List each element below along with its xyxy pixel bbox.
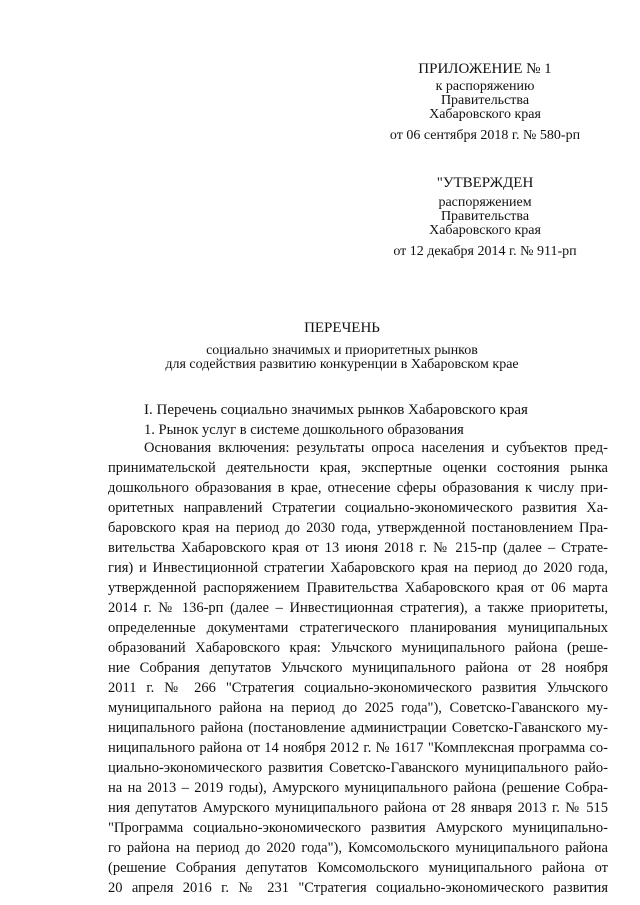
- approved-block: [380, 172, 590, 259]
- body-line: гия) и Инвестиционной стратегии Хабаровского края на период до 2020 года,: [108, 560, 608, 576]
- heading-line: социально значимых и приоритетных рынков: [206, 343, 478, 358]
- body-line: баровского края на период до 2030 года, утвержденной постановлением Пра-: [108, 520, 608, 536]
- body-line: ния депутатов Амурского муниципального района от 28 января 2013 г. № 515: [108, 800, 608, 816]
- subsection-title: 1. Рынок услуг в системе дошкольного образования: [144, 422, 464, 438]
- appendix-date: от 06 сентября 2018 г. № 580-рп: [389, 128, 581, 143]
- body-line: 2011 г. № 266 "Стратегия социально-экономического развития Ульчского: [108, 680, 608, 696]
- body-line: го района на период до 2020 года"), Комсомольского муниципального района: [108, 840, 608, 856]
- body-line: 20 апреля 2016 г. № 231 "Стратегия социально-экономического развития: [108, 880, 608, 896]
- section-title: I. Перечень социально значимых рынков Хабаровского края: [144, 402, 528, 418]
- body-line: определенные документами стратегического планирования муниципальных: [108, 620, 608, 636]
- body-line: (решение Собрания депутатов Комсомольского муниципального района от: [108, 860, 608, 876]
- body-line: вительства Хабаровского края от 13 июня 2018 г. № 215-пр (далее – Страте-: [108, 540, 608, 556]
- body-line: на на 2013 – 2019 годы), Амурского муниципального района (решение Собра-: [108, 780, 608, 796]
- appendix-line: к распоряжению: [435, 79, 535, 94]
- approved-line: Хабаровского края: [429, 223, 541, 238]
- body-line: Основания включения: результаты опроса населения и субъектов пред-: [144, 440, 608, 456]
- heading-line: для содействия развитию конкуренции в Хабаровском крае: [165, 357, 519, 372]
- approved-line: распоряжением: [438, 195, 532, 210]
- approved-line: Правительства: [440, 209, 530, 224]
- approved-title: "УТВЕРЖДЕН: [436, 175, 534, 191]
- body-line: принимательской деятельности края, экспертные оценки состояния рынка: [108, 460, 608, 476]
- body-line: образований Хабаровского края: Ульчского муниципального района (реше-: [108, 640, 608, 656]
- approved-date: от 12 декабря 2014 г. № 911-рп: [393, 244, 577, 259]
- appendix-line: Правительства: [440, 93, 530, 108]
- appendix-title: ПРИЛОЖЕНИЕ № 1: [418, 61, 552, 77]
- appendix-block: [380, 58, 590, 143]
- body-line: дошкольного образования в крае, отнесение сферы образования к числу при-: [108, 480, 608, 496]
- appendix-line: Хабаровского края: [429, 107, 541, 122]
- body-line: муниципального района на период до 2025 года"), Советско-Гаванского му-: [108, 700, 608, 716]
- body-line: 2014 г. № 136-рп (далее – Инвестиционная стратегия), а также приоритеты,: [108, 600, 608, 616]
- body-line: ниципального района (постановление администрации Советско-Гаванского му-: [108, 720, 608, 736]
- heading-title: ПЕРЕЧЕНЬ: [304, 320, 380, 336]
- body-line: ниципального района от 14 ноября 2012 г. № 1617 "Комплексная программа со-: [108, 740, 608, 756]
- document-heading: [92, 318, 592, 372]
- body-line: оритетных направлений Стратегии социально-экономического развития Ха-: [108, 500, 608, 516]
- body-paragraph: [108, 438, 608, 898]
- body-line: ние Собрания депутатов Ульчского муниципального района от 28 ноября: [108, 660, 608, 676]
- body-line: "Программа социально-экономического развития Амурского муниципально-: [108, 820, 608, 836]
- body-line: циально-экономического развития Советско-Гаванского муниципального райо-: [108, 760, 608, 776]
- body-line: утвержденной распоряжением Правительства Хабаровского края от 06 марта: [108, 580, 608, 596]
